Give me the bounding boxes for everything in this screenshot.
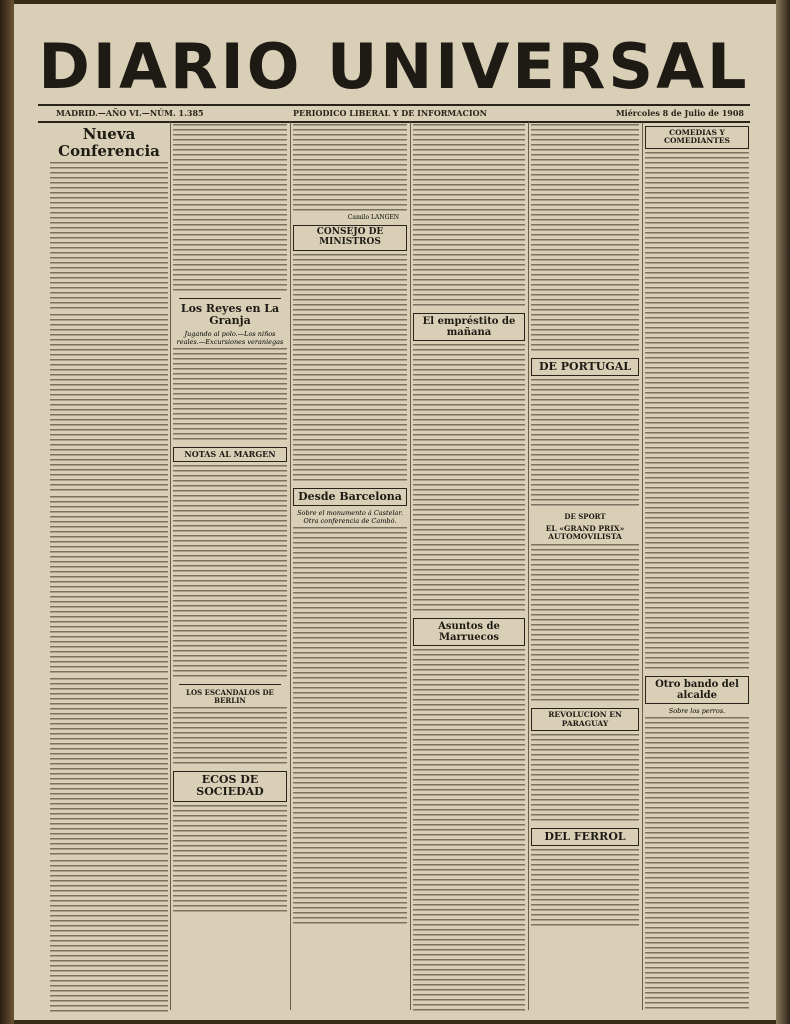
article-text <box>173 465 287 680</box>
article-text <box>531 124 639 354</box>
headline-notas-margen: NOTAS AL MARGEN <box>173 447 287 462</box>
article-text <box>173 348 287 443</box>
article-text <box>293 124 407 212</box>
article-text <box>50 314 168 494</box>
article-text <box>531 379 639 509</box>
separator <box>179 684 281 685</box>
issue-number: MADRID.—AÑO VI.—NÚM. 1.385 <box>56 108 204 118</box>
column-5 <box>531 122 639 1012</box>
headline-emprestito: El empréstito de mañana <box>413 313 525 341</box>
column-rule <box>642 122 643 1010</box>
article-text <box>531 544 639 704</box>
article-signature: Camilo LANGEN <box>347 214 399 221</box>
article-text <box>173 805 287 915</box>
column-1 <box>50 122 168 1012</box>
article-text <box>645 152 749 672</box>
paper-subtitle: PERIODICO LIBERAL Y DE INFORMACION <box>293 108 487 118</box>
article-text <box>645 717 749 1013</box>
issue-date: Miércoles 8 de Julio de 1908 <box>615 108 744 118</box>
book-spine <box>0 0 14 1024</box>
headline-grand-prix: EL «GRAND PRIX» AUTOMOVILISTA <box>545 523 625 542</box>
headline-del-ferrol: DEL FERROL <box>531 828 639 846</box>
headline-comedias: COMEDIAS Y COMEDIANTES <box>645 126 749 149</box>
column-rule <box>170 122 171 1010</box>
masthead-title: DIARIO UNIVERSAL <box>38 30 750 103</box>
column-4 <box>413 122 525 1012</box>
article-text <box>531 734 639 824</box>
article-text <box>293 527 407 927</box>
subheadline-alcalde: Sobre los perros. <box>668 706 726 715</box>
article-text <box>173 707 287 767</box>
headline-reyes-granja: Los Reyes en La Granja <box>180 302 280 328</box>
dateline <box>48 108 748 122</box>
article-text <box>50 496 168 676</box>
column-rule <box>290 122 291 1010</box>
article-text <box>413 649 525 1012</box>
headline-nueva-conferencia: Nueva Conferencia <box>58 125 160 160</box>
separator <box>179 298 281 299</box>
headline-asuntos-marruecos: Asuntos de Marruecos <box>413 618 525 646</box>
page-edge <box>776 0 790 1024</box>
headline-sport: DE SPORT <box>564 512 606 522</box>
headline-revolucion-paraguay: REVOLUCION EN PARAGUAY <box>531 708 639 731</box>
headline-desde-barcelona: Desde Barcelona <box>293 488 407 506</box>
column-2 <box>173 122 287 1012</box>
headline-escandalos-berlin: LOS ESCANDALOS DE BERLIN <box>186 687 274 705</box>
column-6 <box>645 122 749 1012</box>
article-text <box>50 162 168 312</box>
article-text <box>293 254 407 484</box>
subheadline-reyes-granja: Jugando al polo.—Los niños reales.—Excursiones veraniegas <box>176 330 284 347</box>
headline-alcalde: Otro bando del alcalde <box>645 676 749 704</box>
article-text <box>50 678 168 858</box>
masthead-rule <box>38 104 750 106</box>
article-text <box>531 849 639 929</box>
subheadline-desde-barcelona: Sobre el monumento á Castelar. Otra conferencia de Cambó. <box>297 508 403 525</box>
article-text <box>50 860 168 1012</box>
headline-portugal: DE PORTUGAL <box>531 358 639 376</box>
column-rule <box>410 122 411 1010</box>
column-rule <box>528 122 529 1010</box>
article-text <box>413 124 525 309</box>
article-text <box>173 124 287 294</box>
article-text <box>413 344 525 614</box>
headline-consejo-ministros: CONSEJO DE MINISTROS <box>293 225 407 251</box>
column-3 <box>293 122 407 1012</box>
headline-ecos-sociedad: ECOS DE SOCIEDAD <box>173 771 287 801</box>
